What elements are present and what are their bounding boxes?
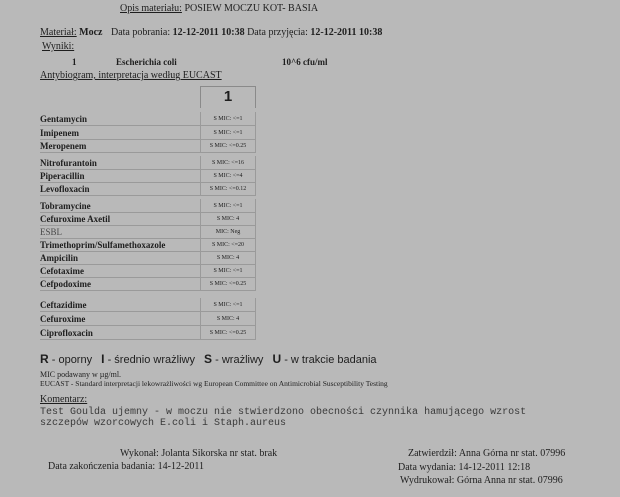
- antibiogram-row: [40, 251, 256, 265]
- issue-date-value: 14-12-2011 12:18: [458, 462, 531, 473]
- result-count: 10^6 cfu/ml: [282, 57, 328, 67]
- legend-s-key: S: [204, 352, 213, 366]
- antibiogram-row: [40, 182, 256, 196]
- performed-by-value: Jolanta Sikorska nr stat. brak: [161, 448, 278, 459]
- results-label: Wyniki:: [42, 41, 75, 52]
- antibiotic-result: S MIC: <=1: [200, 199, 256, 213]
- antibiotic-result: S MIC: 4: [200, 212, 256, 226]
- legend-u-text: - w trakcie badania: [284, 354, 377, 366]
- performed-by: [120, 448, 277, 459]
- antibiotic-result: S MIC: <=0.12: [200, 182, 256, 196]
- antibiotic-name: Ampicilin: [40, 251, 200, 265]
- antibiotic-result: S MIC: <=1: [200, 264, 256, 278]
- eucast-note: EUCAST - Standard interpretacji lekowrażliwości wg European Committee on Antimicrobial Susceptibility Testing: [40, 379, 388, 388]
- antibiogram-row: [40, 312, 256, 326]
- issue-date: [398, 462, 530, 473]
- antibiotic-result: S MIC: <=1: [200, 112, 256, 126]
- collection-date-value: 12-12-2011 10:38: [172, 27, 245, 38]
- antibiogram-column-header: [200, 86, 256, 108]
- legend-s-text: - wrażliwy: [215, 354, 264, 366]
- sample-description-label: Opis materiału:: [120, 3, 182, 14]
- antibiogram-row: [40, 212, 256, 226]
- antibiotic-result: S MIC: <=20: [200, 238, 256, 252]
- receipt-date-value: 12-12-2011 10:38: [310, 27, 383, 38]
- antibiotic-name: Tobramycine: [40, 199, 200, 213]
- antibiotic-result: S MIC: 4: [200, 251, 256, 265]
- comment-label: Komentarz:: [40, 394, 88, 405]
- antibiogram-table: [40, 86, 256, 342]
- antibiogram-row: [40, 126, 256, 140]
- antibiotic-name: Cefpodoxime: [40, 277, 200, 291]
- comment-line-2: szczepów wzorcowych E.coli i Staph.aureus: [40, 418, 287, 429]
- collection-date-label: Data pobrania:: [110, 27, 171, 38]
- antibiogram-row: [40, 199, 256, 213]
- antibiotic-result: MIC: Neg: [200, 225, 256, 239]
- material-line: [40, 27, 382, 38]
- completion-date: [48, 461, 204, 472]
- legend-i-text: - średnio wrażliwy: [107, 354, 195, 366]
- antibiogram-column-number: 1: [223, 88, 233, 105]
- result-number: 1: [72, 57, 77, 67]
- mic-units-note: MIC podawany w µg/ml.: [40, 370, 122, 379]
- antibiogram-row: [40, 298, 256, 312]
- antibiogram-row: [40, 156, 256, 170]
- printed-by: [400, 475, 563, 486]
- approved-by-label: Zatwierdził:: [408, 448, 457, 459]
- receipt-date-label: Data przyjęcia:: [247, 27, 308, 38]
- antibiotic-result: S MIC: <=1: [200, 298, 256, 312]
- antibiogram-row: [40, 169, 256, 183]
- sample-description: [120, 3, 318, 14]
- antibiotic-name: Levofloxacin: [40, 182, 200, 196]
- antibiotic-result: S MIC: 4: [200, 312, 256, 326]
- completion-date-label: Data zakończenia badania:: [48, 461, 156, 472]
- antibiotic-name: Cefotaxime: [40, 264, 200, 278]
- antibiogram-row: [40, 112, 256, 126]
- material-value: Mocz: [79, 27, 103, 38]
- antibiotic-result: S MIC: <=0.25: [200, 277, 256, 291]
- antibiotic-result: S MIC: <=1: [200, 126, 256, 140]
- legend-u-key: U: [272, 352, 282, 366]
- legend: [40, 352, 377, 366]
- antibiotic-name: Gentamycin: [40, 112, 200, 126]
- comment-line-1: Test Goulda ujemny - w moczu nie stwierdzono obecności czynnika hamującego wzrost: [40, 407, 527, 418]
- legend-r-text: - oporny: [51, 354, 93, 366]
- antibiotic-name: Piperacillin: [40, 169, 200, 183]
- antibiotic-name: Cefuroxime Axetil: [40, 212, 200, 226]
- antibiotic-name: Ciprofloxacin: [40, 326, 200, 340]
- antibiotic-result: S MIC: <=4: [200, 169, 256, 183]
- antibiotic-result: S MIC: <=0.25: [200, 139, 256, 153]
- approved-by-value: Anna Górna nr stat. 07996: [458, 448, 566, 459]
- legend-i-key: I: [101, 352, 105, 366]
- material-label: Materiał:: [40, 27, 77, 38]
- issue-date-label: Data wydania:: [398, 462, 457, 473]
- antibiotic-result: S MIC: <=16: [200, 156, 256, 170]
- antibiogram-row: [40, 277, 256, 291]
- printed-by-value: Górna Anna nr stat. 07996: [456, 475, 563, 486]
- antibiogram-row: [40, 326, 256, 340]
- legend-r-key: R: [40, 352, 49, 366]
- antibiotic-name: Nitrofurantoin: [40, 156, 200, 170]
- printed-by-label: Wydrukował:: [400, 475, 455, 486]
- antibiotic-result: S MIC: <=0.25: [200, 326, 256, 340]
- antibiotic-name: Imipenem: [40, 126, 200, 140]
- sample-description-value: POSIEW MOCZU KOT- BASIA: [184, 3, 319, 14]
- antibiogram-row: [40, 225, 256, 239]
- antibiogram-row: [40, 238, 256, 252]
- antibiogram-heading: Antybiogram, interpretacja według EUCAST: [40, 70, 222, 81]
- antibiogram-row: [40, 264, 256, 278]
- antibiotic-name: Meropenem: [40, 139, 200, 153]
- antibiotic-name: Trimethoprim/Sulfamethoxazole: [40, 238, 200, 252]
- result-organism: Escherichia coli: [116, 57, 177, 67]
- approved-by: [408, 448, 565, 459]
- completion-date-value: 14-12-2011: [157, 461, 204, 472]
- performed-by-label: Wykonał:: [120, 448, 159, 459]
- antibiotic-name: Ceftazidime: [40, 298, 200, 312]
- antibiotic-name: ESBL: [40, 225, 200, 239]
- antibiotic-name: Cefuroxime: [40, 312, 200, 326]
- antibiogram-row: [40, 139, 256, 153]
